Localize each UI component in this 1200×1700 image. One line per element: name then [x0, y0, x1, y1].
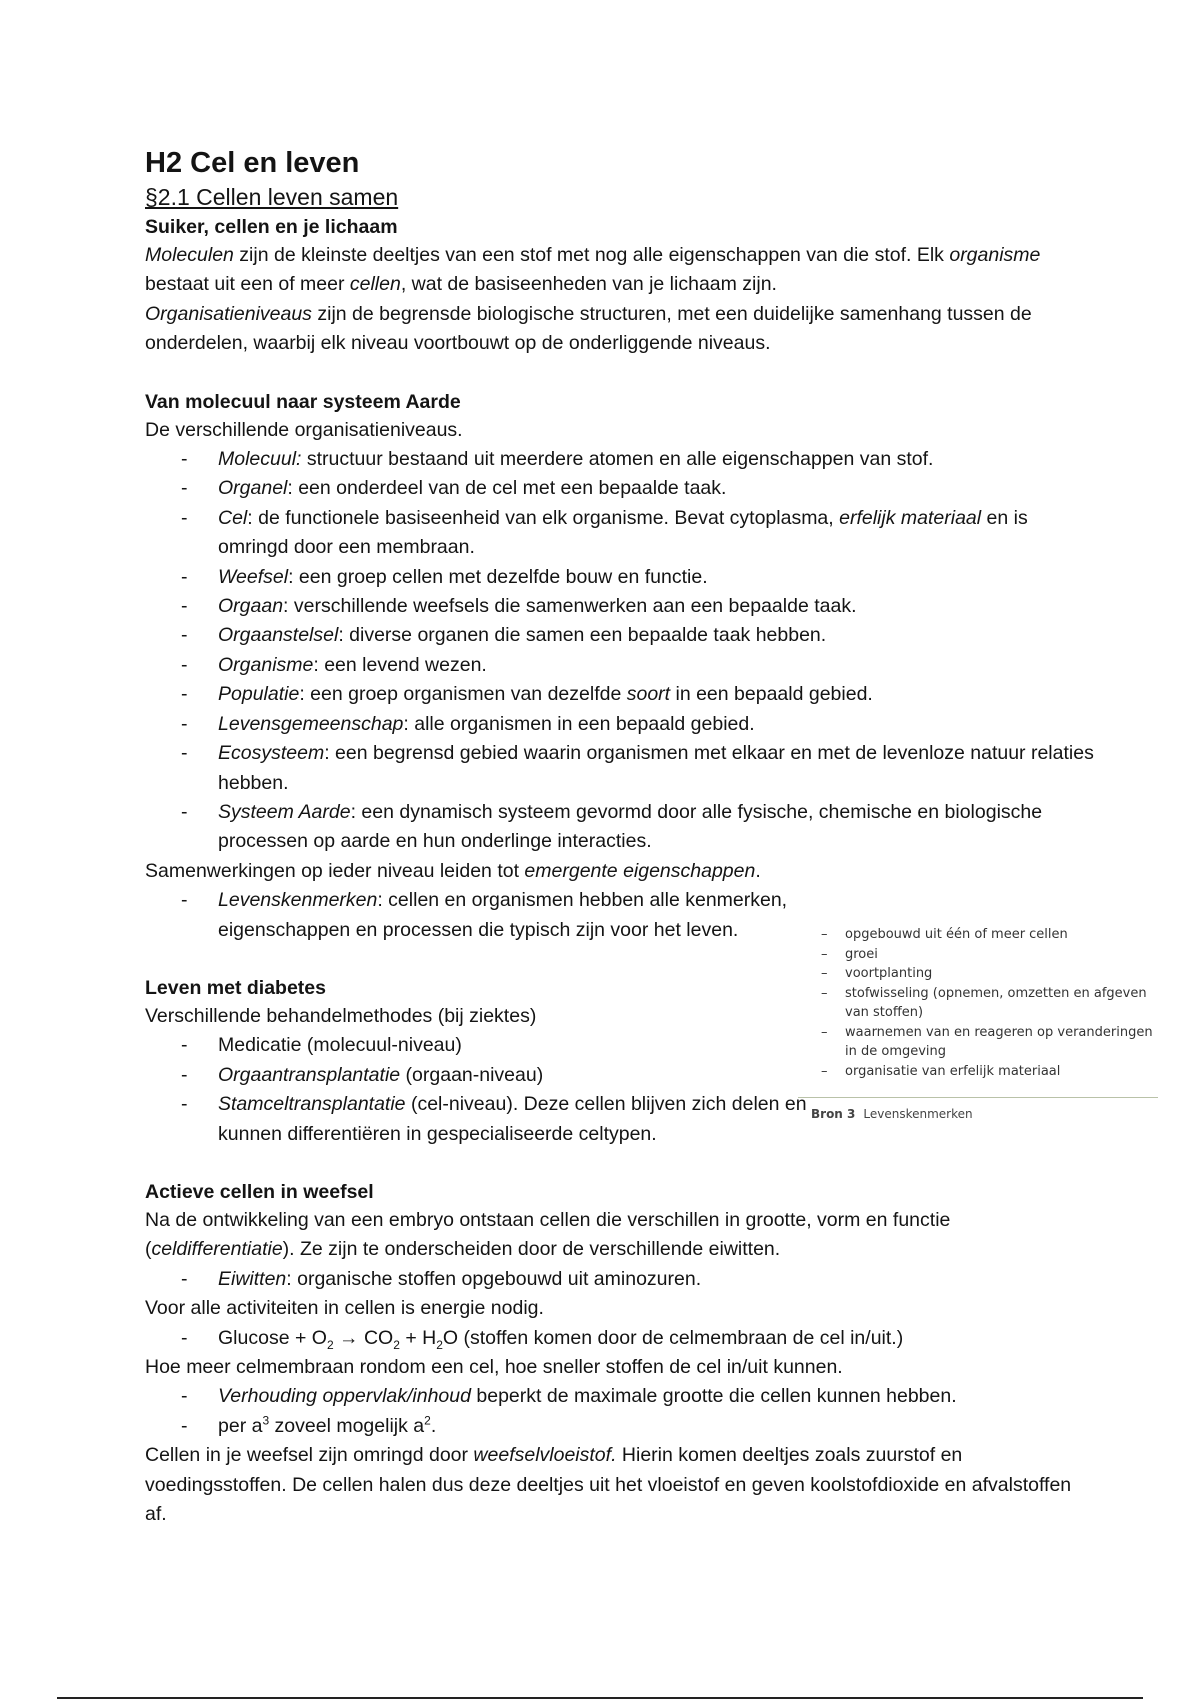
figure-item: – opgebouwd uit één of meer cellen	[845, 925, 1158, 945]
paragraph-energy: Voor alle activiteiten in cellen is energie nodig.	[145, 1297, 544, 1320]
chapter-title: H2 Cel en leven	[145, 147, 360, 179]
life-characteristics-figure	[798, 925, 1158, 1135]
figure-divider	[798, 1097, 1158, 1098]
page-bottom-divider	[57, 1697, 1143, 1699]
figure-caption: Bron 3 Levenskenmerken	[811, 1107, 973, 1121]
section-heading-active-cells: Actieve cellen in weefsel	[145, 1180, 374, 1203]
list-item: - Ecosysteem: een begrensd gebied waarin organismen met elkaar en met de levenloze natuur relaties hebben.	[218, 739, 1095, 798]
figure-list	[798, 925, 1158, 1081]
proteins-list	[145, 1265, 1095, 1294]
list-item: - Orgaan: verschillende weefsels die samenwerken aan een bepaalde taak.	[218, 592, 1095, 621]
figure-item: – groei	[845, 945, 1158, 965]
levels-list	[145, 445, 1095, 857]
list-item: - Orgaantransplantatie (orgaan-niveau)	[218, 1061, 1095, 1090]
diabetes-intro: Verschillende behandelmethodes (bij ziektes)	[145, 1004, 537, 1027]
paragraph-membrane: Hoe meer celmembraan rondom een cel, hoe sneller stoffen de cel in/uit kunnen.	[145, 1356, 843, 1378]
equation-list	[145, 1324, 1095, 1353]
section-title: §2.1 Cellen leven samen	[145, 184, 399, 210]
list-item: - per $a^3$ zoveel mogelijk $a^2$.	[218, 1412, 1095, 1441]
list-item: - Levenskenmerken: cellen en organismen hebben alle kenmerken, eigenschappen en processen die typisch zijn voor het leven.	[218, 886, 788, 945]
list-item: - Organisme: een levend wezen.	[218, 651, 1095, 680]
paragraph-tissue-fluid: Cellen in je weefsel zijn omringd door weefselvloeistof. Hierin komen deeltjes zoals zuurstof en voedingsstoffen. De cellen halen dus deze deeltjes uit het vloeistof en geven koolstofdioxide en afvalstoffen af.	[145, 1444, 1072, 1526]
document-page	[145, 145, 1095, 1529]
respiration-equation: - $Glucose + O_2 \to CO_2 + H_2O$ (stoffen komen door de celmembraan de cel in/uit.)	[218, 1324, 1095, 1353]
ratio-list	[145, 1382, 1095, 1441]
figure-item: – organisatie van erfelijk materiaal	[845, 1062, 1158, 1082]
list-item: - Verhouding oppervlak/inhoud beperkt de maximale grootte die cellen kunnen hebben.	[218, 1382, 1095, 1411]
figure-item: – waarnemen van en reageren op veranderingen in de omgeving	[845, 1023, 1158, 1062]
list-item: - Organel: een onderdeel van de cel met een bepaalde taak.	[218, 474, 1095, 503]
list-item: - Medicatie (molecuul-niveau)	[218, 1031, 1095, 1060]
list-item: - Systeem Aarde: een dynamisch systeem gevormd door alle fysische, chemische en biologische processen op aarde en hun onderlinge interacties.	[218, 798, 1095, 857]
levels-intro: De verschillende organisatieniveaus.	[145, 418, 463, 441]
list-item: - Eiwitten: organische stoffen opgebouwd uit aminozuren.	[218, 1265, 1095, 1294]
section-heading-sugar: Suiker, cellen en je lichaam	[145, 216, 398, 238]
paragraph-molecules: Moleculen zijn de kleinste deeltjes van een stof met nog alle eigenschappen van die stof. Elk organisme bestaat uit een of meer cellen, wat de basiseenheden van je lichaam zijn. Organisatieniveaus zijn de begrensde biologische structuren, met een duidelijke samenhang tussen de onderdelen, waarbij elk niveau voortbouwt op de onderliggende niveaus.	[145, 244, 1041, 355]
list-item: - Orgaanstelsel: diverse organen die samen een bepaalde taak hebben.	[218, 621, 1095, 650]
life-characteristics-list	[145, 886, 788, 945]
emergent-properties: Samenwerkingen op ieder niveau leiden tot emergente eigenschappen.	[145, 859, 761, 882]
list-item: - Populatie: een groep organismen van dezelfde soort in een bepaald gebied.	[218, 680, 1095, 709]
list-item: - Cel: de functionele basiseenheid van elk organisme. Bevat cytoplasma, erfelijk materiaal en is omringd door een membraan.	[218, 504, 1095, 563]
section-heading-diabetes: Leven met diabetes	[145, 976, 326, 999]
paragraph-differentiation: Na de ontwikkeling van een embryo ontstaan cellen die verschillen in grootte, vorm en functie (celdifferentiatie). Ze zijn te onderscheiden door de verschillende eiwitten.	[145, 1208, 951, 1261]
list-item: - Stamceltransplantatie (cel-niveau). Deze cellen blijven zich delen en kunnen differentiëren in gespecialiseerde celtypen.	[218, 1090, 858, 1149]
section-heading-levels: Van molecuul naar systeem Aarde	[145, 390, 461, 413]
figure-item: – voortplanting	[845, 964, 1158, 984]
figure-item: – stofwisseling (opnemen, omzetten en afgeven van stoffen)	[845, 984, 1158, 1023]
list-item: - Weefsel: een groep cellen met dezelfde bouw en functie.	[218, 563, 1095, 592]
list-item: - Levensgemeenschap: alle organismen in een bepaald gebied.	[218, 710, 1095, 739]
list-item: - Molecuul: structuur bestaand uit meerdere atomen en alle eigenschappen van stof.	[218, 445, 1095, 474]
